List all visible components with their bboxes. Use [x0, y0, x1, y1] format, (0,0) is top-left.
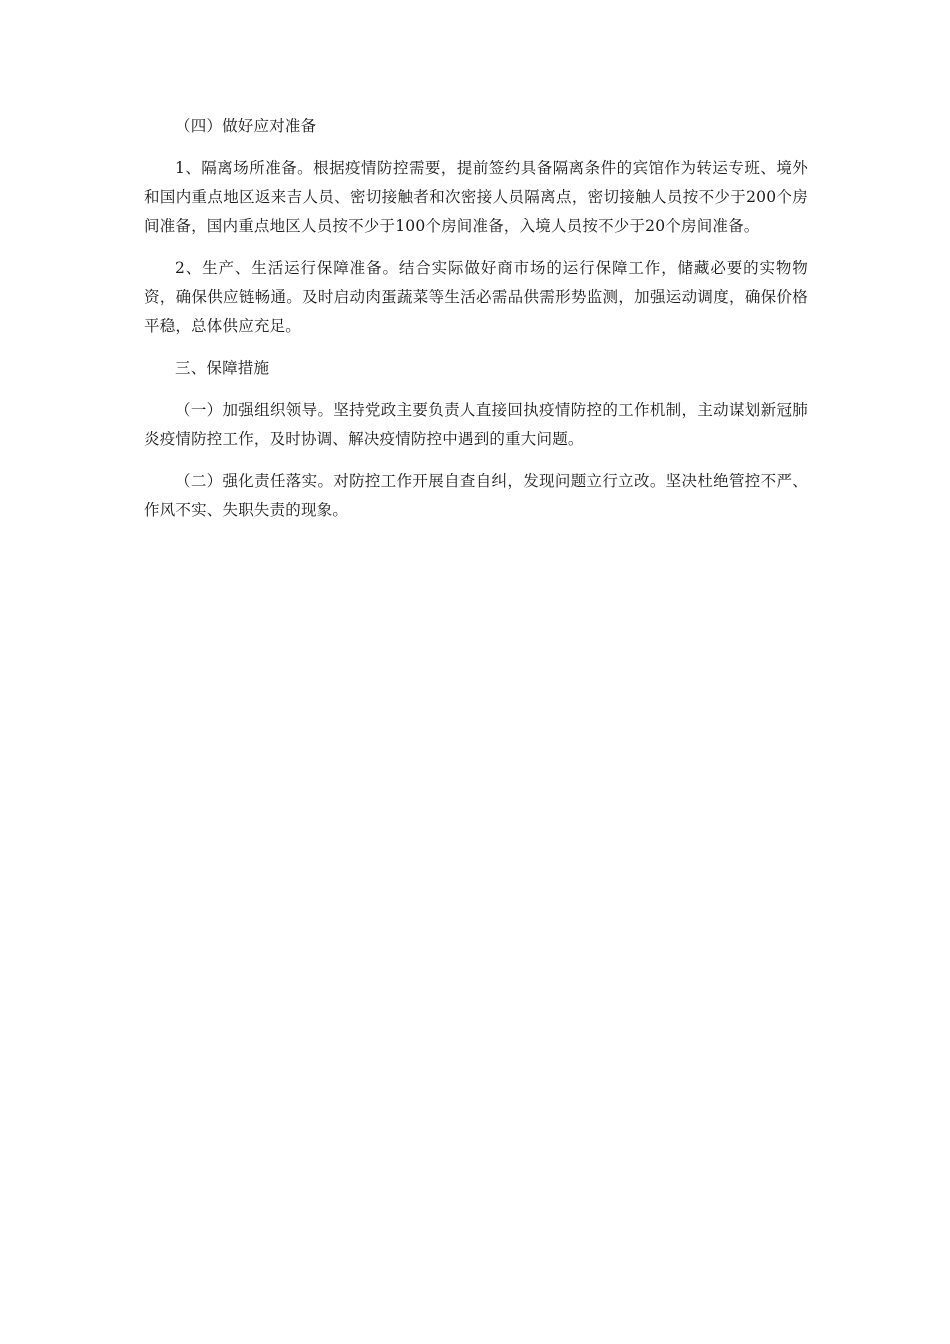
- document-body: [144, 112, 808, 538]
- paragraph-supply-guarantee: 2、生产、生活运行保障准备。结合实际做好商市场的运行保障工作，储藏必要的实物物资，确保供应链畅通。及时启动肉蛋蔬菜等生活必需品供需形势监测，加强运动调度，确保价格平稳，总体供应充足。: [144, 259, 808, 335]
- paragraph-responsibility: （二）强化责任落实。对防控工作开展自查自纠，发现问题立行立改。坚决杜绝管控不严、作风不实、失职失责的现象。: [144, 472, 808, 519]
- paragraph-isolation-sites: 1、隔离场所准备。根据疫情防控需要，提前签约具备隔离条件的宾馆作为转运专班、境外和国内重点地区返来吉人员、密切接触者和次密接人员隔离点，密切接触人员按不少于200个房间准备，国内重点地区人员按不少于100个房间准备，入境人员按不少于20个房间准备。: [144, 159, 808, 235]
- paragraph-leadership: （一）加强组织领导。坚持党政主要负责人直接回执疫情防控的工作机制，主动谋划新冠肺炎疫情防控工作，及时协调、解决疫情防控中遇到的重大问题。: [144, 401, 808, 448]
- section-heading-measures: 三、保障措施: [175, 359, 270, 377]
- section-heading-prepare: （四）做好应对准备: [175, 117, 317, 135]
